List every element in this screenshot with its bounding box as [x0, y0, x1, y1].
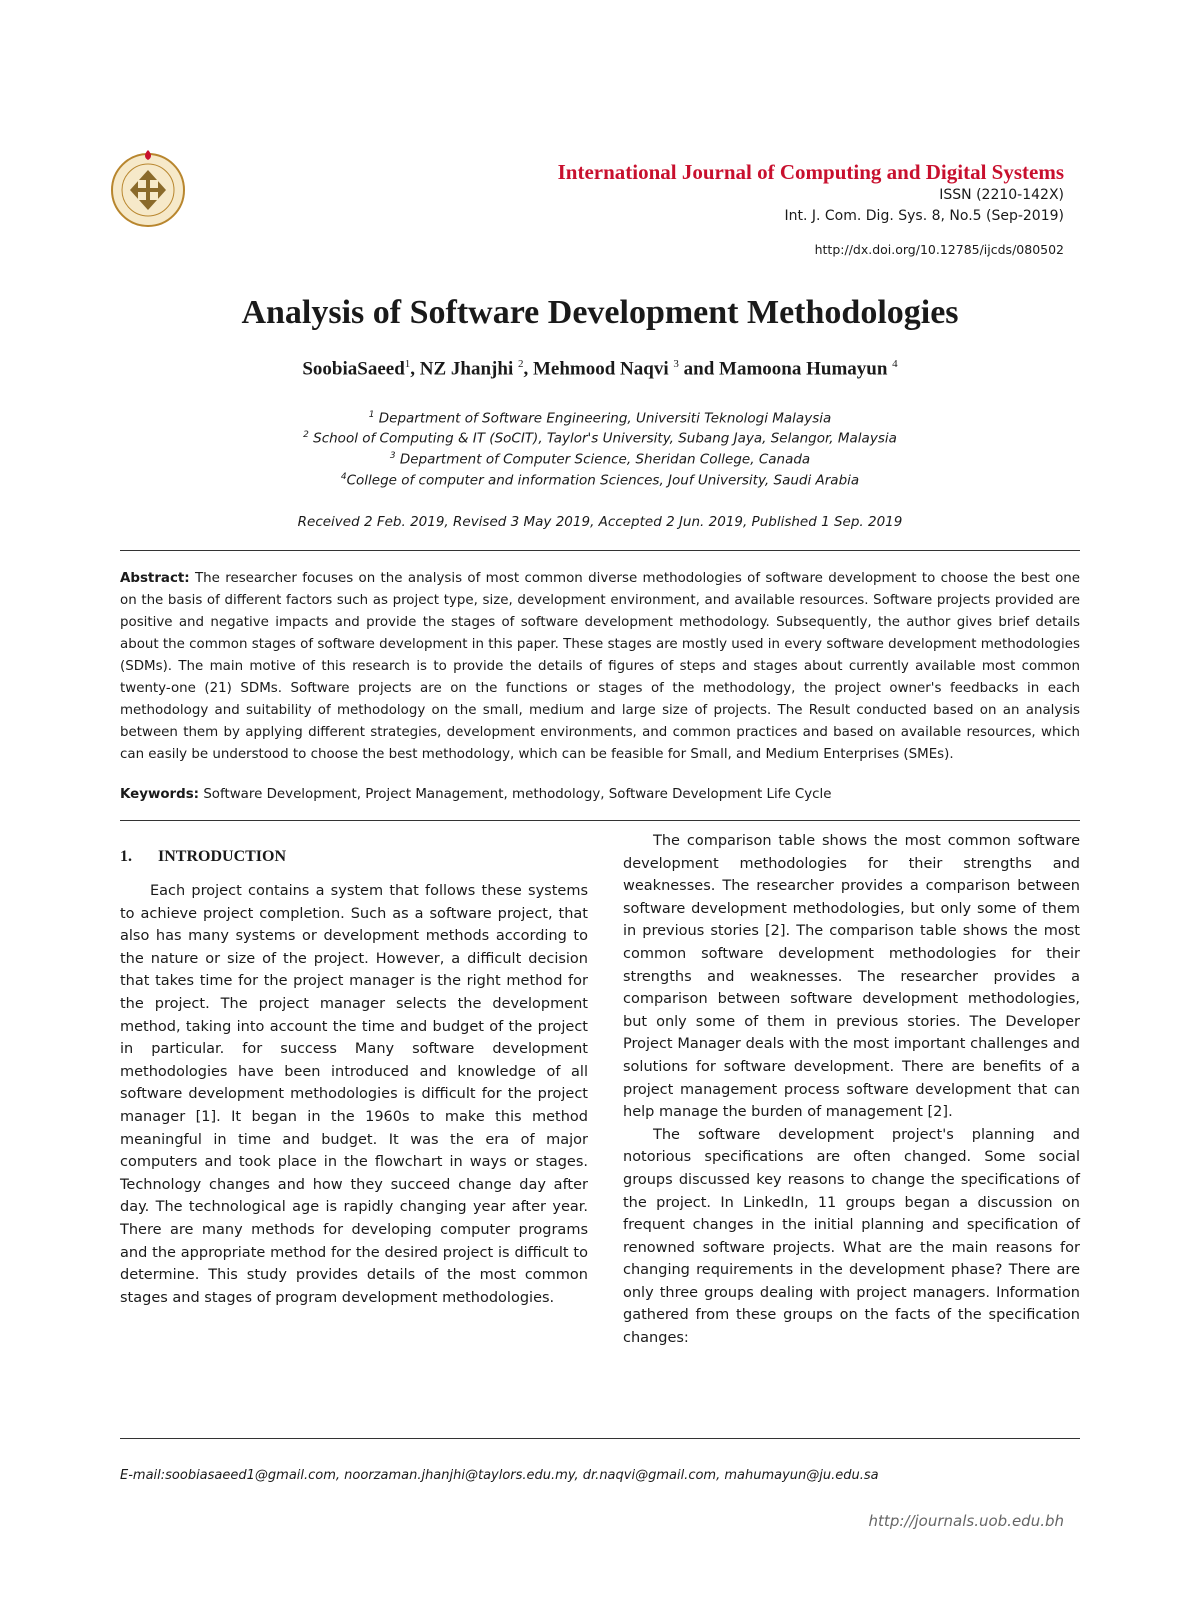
- author-affil-mark: 4: [892, 358, 898, 370]
- author-name: SoobiaSaeed: [302, 358, 405, 380]
- left-column: [120, 880, 588, 1309]
- divider: [120, 820, 1080, 821]
- author-separator: ,: [523, 358, 533, 380]
- affil-text: Department of Software Engineering, Universiti Teknologi Malaysia: [374, 410, 832, 427]
- affil-text: School of Computing & IT (SoCIT), Taylor's University, Subang Jaya, Selangor, Malaysia: [308, 430, 897, 447]
- affil-mark: 2: [303, 430, 309, 440]
- body-paragraph: The comparison table shows the most common software development methodologies for their strengths and weaknesses. The researcher provides a comparison between software development methodologies, but only some of them in previous stories [2]. The comparison table shows the most common software development methodologies for their strengths and weaknesses. The researcher provides a comparison between software development methodologies, but only some of them in previous stories. The Developer Project Manager deals with the most important challenges and solutions for software development. There are benefits of a project management process software development that can help manage the burden of management [2].: [623, 833, 1080, 1121]
- author-separator: ,: [410, 358, 420, 380]
- footer-url[interactable]: http://journals.uob.edu.bh: [868, 1512, 1064, 1530]
- affiliation: [0, 410, 1200, 427]
- author-name: Mehmood Naqvi: [532, 358, 674, 380]
- section-number: 1.: [120, 848, 132, 865]
- keywords-text: Software Development, Project Management, methodology, Software Development Life Cycle: [203, 787, 832, 802]
- author-list: [0, 358, 1200, 380]
- affil-mark: 3: [389, 451, 396, 461]
- keywords: [120, 784, 1080, 806]
- author-name: NZ Jhanjhi: [419, 358, 518, 380]
- paper-title: Analysis of Software Development Methodologies: [241, 294, 959, 331]
- issn: ISSN (2210-142X): [939, 187, 1064, 203]
- abstract: [120, 568, 1080, 766]
- author-affil-mark: 1: [404, 358, 411, 370]
- journal-title: International Journal of Computing and Digital Systems: [557, 160, 1064, 184]
- affiliation: [0, 472, 1200, 489]
- affil-mark: 4: [340, 472, 347, 482]
- affil-text: College of computer and information Sciences, Jouf University, Saudi Arabia: [346, 472, 860, 489]
- journal-citation: Int. J. Com. Dig. Sys. 8, No.5 (Sep-2019): [784, 208, 1064, 224]
- affiliation: [0, 430, 1200, 447]
- footnote-divider: [120, 1438, 1080, 1439]
- divider: [120, 550, 1080, 551]
- author-affil-mark: 3: [673, 358, 679, 370]
- keywords-label: Keywords:: [120, 787, 200, 802]
- affil-mark: 1: [368, 410, 375, 420]
- journal-seal-icon: [108, 148, 188, 228]
- author-affil-mark: 2: [517, 358, 524, 370]
- abstract-label: Abstract:: [120, 571, 190, 586]
- section-heading: [120, 848, 286, 866]
- affil-text: Department of Computer Science, Sheridan College, Canada: [395, 451, 811, 468]
- right-column: [623, 830, 1080, 1350]
- doi-link[interactable]: http://dx.doi.org/10.12785/ijcds/080502: [814, 242, 1064, 257]
- body-paragraph: The software development project's planning and notorious specifications are often changed. Some social groups discussed key reasons to change the specifications of the project. In LinkedIn, 11 groups began a discussion on frequent changes in the initial planning and specification of renowned software projects. What are the main reasons for changing requirements in the development phase? There are only three groups dealing with project managers. Information gathered from these groups on the facts of the specification changes:: [623, 1126, 1080, 1347]
- abstract-text: The researcher focuses on the analysis of most common diverse methodologies of software development to choose the best one on the basis of different factors such as project type, size, development environment, and available resources. Software projects provided are positive and negative impacts and provide the stages of software development methodology. Subsequently, the author gives brief details about the common stages of software development in this paper. These stages are mostly used in every software development methodologies (SDMs). The main motive of this research is to provide the details of figures of steps and stages about currently available most common twenty-one (21) SDMs. Software projects are on the functions or stages of the methodology, the project owner's feedbacks in each methodology and suitability of methodology on the small, medium and large size of projects. The Result conducted based on an analysis between them by applying different strategies, development environments, and common practices and based on available resources, which can easily be understood to choose the best methodology, which can be feasible for Small, and Medium Enterprises (SMEs).: [120, 571, 1080, 762]
- author-name: Mamoona Humayun: [719, 358, 893, 380]
- publication-dates: Received 2 Feb. 2019, Revised 3 May 2019, Accepted 2 Jun. 2019, Published 1 Sep. 2019: [297, 514, 903, 530]
- section-title: INTRODUCTION: [158, 848, 287, 865]
- author-emails: E-mail:soobiasaeed1@gmail.com, noorzaman.jhanjhi@taylors.edu.my, dr.naqvi@gmail.com, mahumayun@ju.edu.sa: [120, 1468, 879, 1483]
- author-separator: and: [678, 358, 720, 380]
- affiliation: [0, 451, 1200, 468]
- body-paragraph: Each project contains a system that follows these systems to achieve project completion. Such as a software project, that also has many systems or development methods according to the nature or size of the project. However, a difficult decision that takes time for the project manager is the right method for the project. The project manager selects the development method, taking into account the time and budget of the project in particular. for success Many software development methodologies have been introduced and knowledge of all software development methodologies is difficult for the project manager [1]. It began in the 1960s to make this method meaningful in time and budget. It was the era of major computers and took place in the flowchart in ways or stages. Technology changes and how they succeed change day after day. The technological age is rapidly changing year after year. There are many methods for developing computer programs and the appropriate method for the desired project is difficult to determine. This study provides details of the most common stages and stages of program development methodologies.: [120, 883, 588, 1306]
